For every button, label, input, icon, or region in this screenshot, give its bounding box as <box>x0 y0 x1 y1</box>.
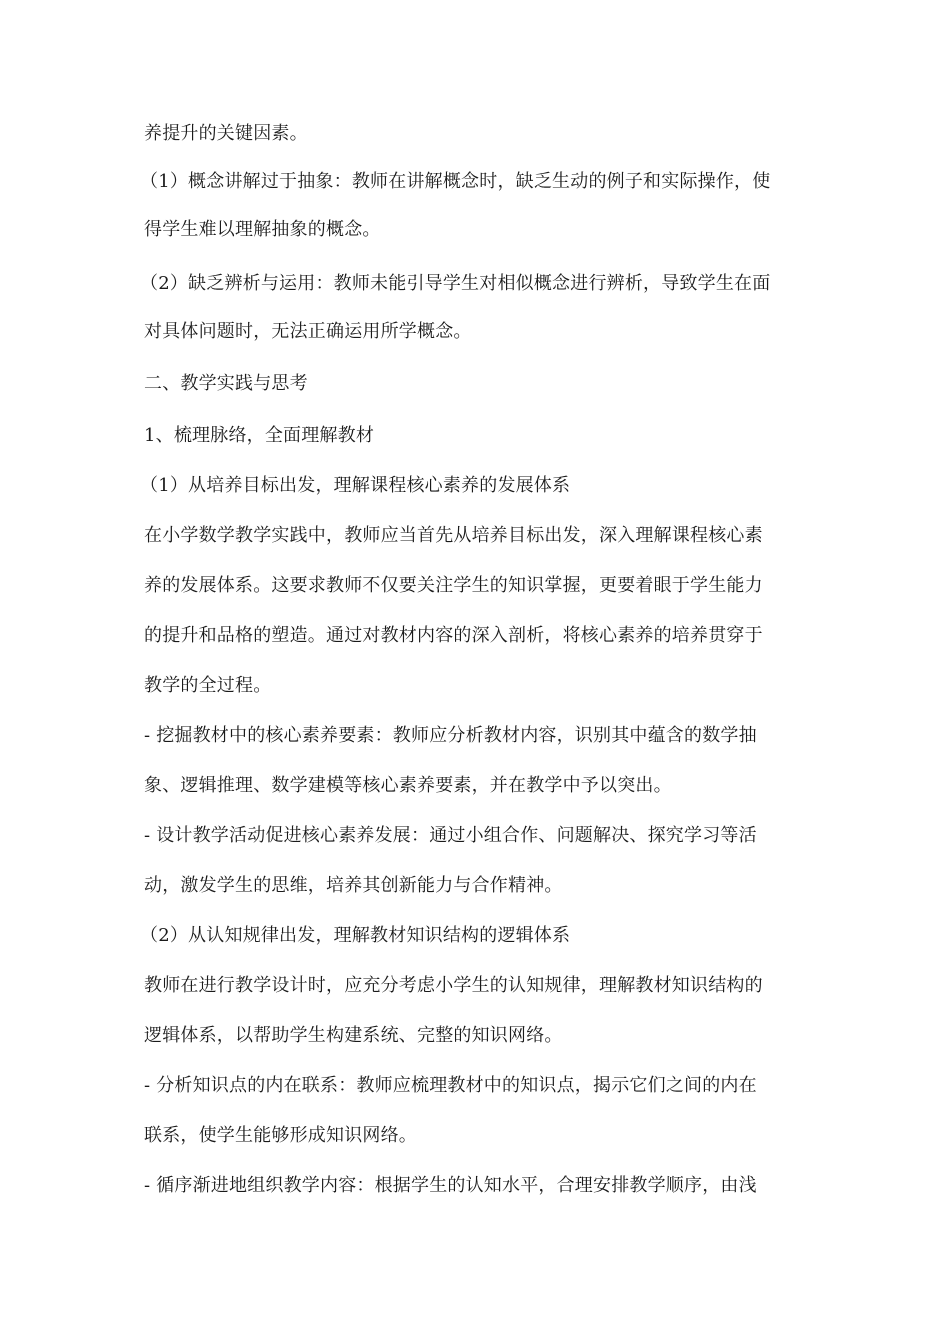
section-heading: 二、教学实践与思考 <box>144 373 308 394</box>
text-line: 联系，使学生能够形成知识网络。 <box>144 1125 417 1146</box>
list-item: - 循序渐进地组织教学内容：根据学生的认知水平，合理安排教学顺序，由浅 <box>144 1175 757 1196</box>
subsection-heading: （1）从培养目标出发，理解课程核心素养的发展体系 <box>140 475 571 496</box>
text-line: 教师在进行教学设计时，应充分考虑小学生的认知规律，理解教材知识结构的 <box>144 975 763 996</box>
text-line: 教学的全过程。 <box>144 675 272 696</box>
text-line: （2）缺乏辨析与运用：教师未能引导学生对相似概念进行辨析，导致学生在面 <box>140 273 771 294</box>
list-item: - 设计教学活动促进核心素养发展：通过小组合作、问题解决、探究学习等活 <box>144 825 757 846</box>
subsection-heading: （2）从认知规律出发，理解教材知识结构的逻辑体系 <box>140 925 571 946</box>
text-line: 动，激发学生的思维，培养其创新能力与合作精神。 <box>144 875 563 896</box>
text-line: 在小学数学教学实践中，教师应当首先从培养目标出发，深入理解课程核心素 <box>144 525 763 546</box>
subsection-heading: 1、梳理脉络，全面理解教材 <box>144 425 375 446</box>
text-line: 象、逻辑推理、数学建模等核心素养要素，并在教学中予以突出。 <box>144 775 672 796</box>
text-line: 对具体问题时，无法正确运用所学概念。 <box>144 321 472 342</box>
text-line: 养的发展体系。这要求教师不仅要关注学生的知识掌握，更要着眼于学生能力 <box>144 575 763 596</box>
text-line: 养提升的关键因素。 <box>144 123 308 144</box>
list-item: - 挖掘教材中的核心素养要素：教师应分析教材内容，识别其中蕴含的数学抽 <box>144 725 757 746</box>
list-item: - 分析知识点的内在联系：教师应梳理教材中的知识点，揭示它们之间的内在 <box>144 1075 757 1096</box>
text-line: （1）概念讲解过于抽象：教师在讲解概念时，缺乏生动的例子和实际操作，使 <box>140 171 771 192</box>
text-line: 逻辑体系，以帮助学生构建系统、完整的知识网络。 <box>144 1025 563 1046</box>
text-line: 得学生难以理解抽象的概念。 <box>144 219 381 240</box>
text-line: 的提升和品格的塑造。通过对教材内容的深入剖析，将核心素养的培养贯穿于 <box>144 625 763 646</box>
